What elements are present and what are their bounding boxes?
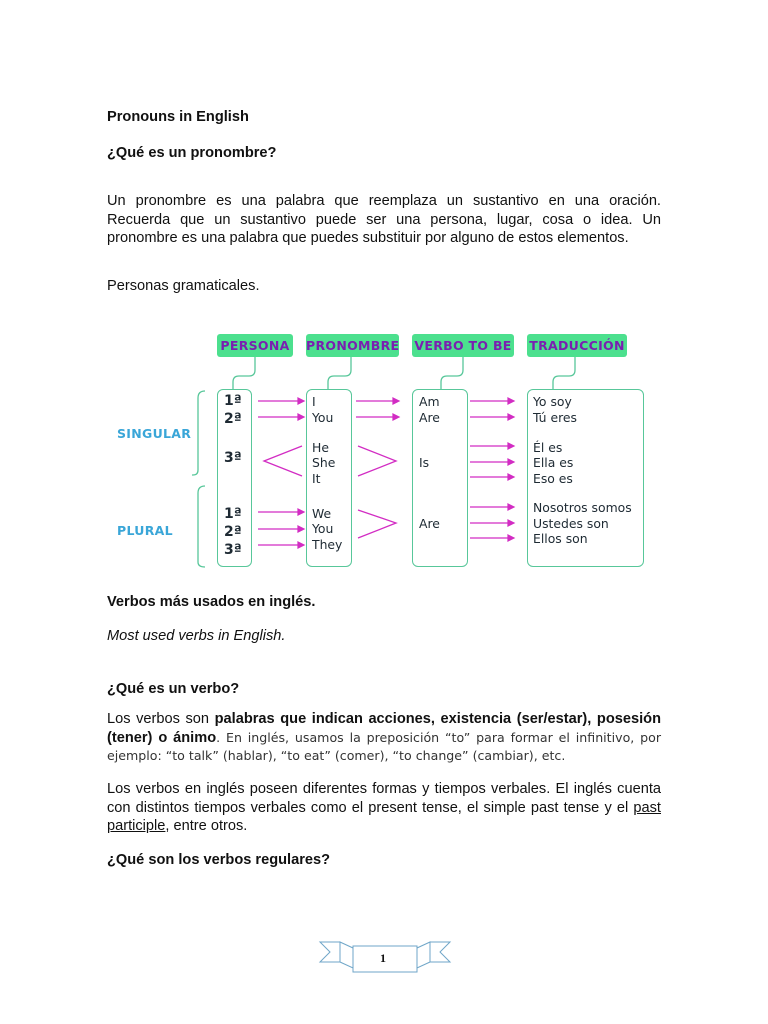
header-persona: PERSONA xyxy=(217,334,293,357)
ordinal-1s: 1ª xyxy=(224,393,242,409)
ordinal-1p: 1ª xyxy=(224,506,242,522)
pronoun-he: He xyxy=(312,440,329,455)
ordinal-2s: 2ª xyxy=(224,411,242,427)
group-plural: PLURAL xyxy=(117,523,173,538)
verbs-heading: Verbos más usados en inglés. xyxy=(107,594,316,610)
header-verbo: VERBO TO BE xyxy=(412,334,514,357)
group-singular: SINGULAR xyxy=(117,426,192,441)
ordinal-3p: 3ª xyxy=(224,542,242,558)
pronoun-you-plural: You xyxy=(312,521,334,536)
paragraph-verb-rest: . En inglés, usamos la preposición “to” para formar el infinitivo, por ejemplo: “to talk” (hablar), “to eat” (comer), “to change” (cambiar), etc. xyxy=(107,729,662,763)
question-verb: ¿Qué es un verbo? xyxy=(107,681,240,697)
header-pronombre: PRONOMBRE xyxy=(306,334,399,357)
pronoun-she: She xyxy=(312,455,336,470)
paragraph-verb-bold: palabras que indican acciones, existencia (ser/estar), posesión (tener) o ánimo xyxy=(107,711,661,746)
paragraph-tenses-b: , entre otros. xyxy=(165,818,248,834)
translation-el-es: Él es xyxy=(533,440,563,455)
translation-yo-soy: Yo soy xyxy=(533,394,572,409)
header-traduccion: TRADUCCIÓN xyxy=(527,334,627,357)
verb-is: Is xyxy=(419,455,430,470)
ordinal-3s: 3ª xyxy=(224,450,242,466)
pronoun-they: They xyxy=(312,537,343,552)
paragraph-pronoun: Un pronombre es una palabra que reemplaza un sustantivo en una oración. Recuerda que un sustantivo puede ser una persona, lugar, cosa o idea. Un pronombre es una palabra que puedes substituir por alguno de estos elementos. xyxy=(107,193,661,246)
personas-label: Personas gramaticales. xyxy=(107,278,260,294)
pronoun-we: We xyxy=(312,506,332,521)
pronoun-i: I xyxy=(312,394,316,409)
question-pronoun: ¿Qué es un pronombre? xyxy=(107,145,277,161)
verb-are-plural: Are xyxy=(419,516,440,531)
page-number: 1 xyxy=(380,951,386,965)
question-regular-verbs: ¿Qué son los verbos regulares? xyxy=(107,852,331,868)
past-participle-link[interactable]: past participle xyxy=(107,799,661,834)
translation-tu-eres: Tú eres xyxy=(533,410,578,425)
ordinal-2p: 2ª xyxy=(224,524,242,540)
pronoun-you: You xyxy=(312,410,334,425)
translation-ustedes-son: Ustedes son xyxy=(533,516,609,531)
pronoun-it: It xyxy=(312,471,321,486)
paragraph-verb-lead: Los verbos son xyxy=(107,711,215,727)
pronoun-table-diagram xyxy=(108,330,653,575)
paragraph-tenses-a: Los verbos en inglés poseen diferentes formas y tiempos verbales. El inglés cuenta con distintos tiempos verbales como el present tense, el simple past tense y el xyxy=(107,781,661,816)
verb-are: Are xyxy=(419,410,440,425)
paragraph-tenses xyxy=(107,780,661,836)
page-title: Pronouns in English xyxy=(107,109,249,125)
translation-nosotros-somos: Nosotros somos xyxy=(533,500,632,515)
paragraph-verb xyxy=(107,710,661,766)
translation-ella-es: Ella es xyxy=(533,455,574,470)
translation-eso-es: Eso es xyxy=(533,471,573,486)
verb-am: Am xyxy=(419,394,440,409)
translation-ellos-son: Ellos son xyxy=(533,531,588,546)
verbs-subtitle: Most used verbs in English. xyxy=(107,628,286,644)
